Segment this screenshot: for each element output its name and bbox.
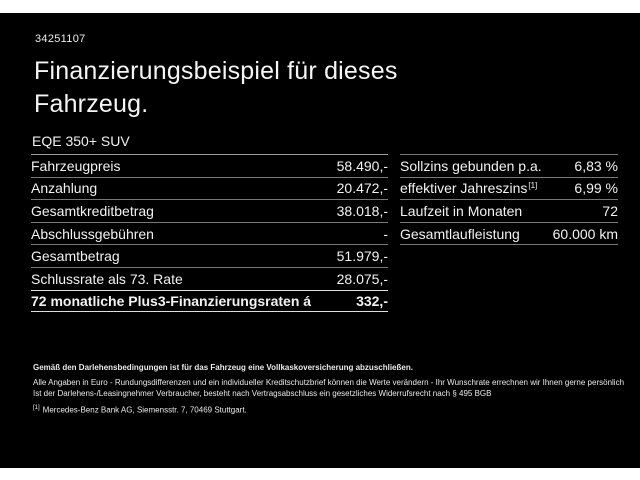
reference-number: 34251107	[35, 33, 86, 45]
table-row	[31, 223, 388, 246]
row-value: 60.000 km	[552, 225, 618, 242]
page-title-line2: Fahrzeug.	[34, 90, 149, 118]
row-value: 51.979,-	[336, 248, 388, 265]
row-label: Gesamtkreditbetrag	[31, 202, 154, 219]
row-value: 58.490,-	[336, 157, 388, 174]
row-label: Laufzeit in Monaten	[400, 202, 523, 219]
table-row	[31, 268, 388, 290]
row-value: -	[383, 225, 388, 242]
page-title-line1: Finanzierungsbeispiel für dieses	[34, 57, 398, 85]
row-label: Gesamtbetrag	[31, 248, 120, 265]
row-value: 28.075,-	[336, 270, 388, 287]
monthly-rate-highlight-row	[31, 290, 388, 313]
row-label: Abschlussgebühren	[31, 225, 154, 242]
table-row	[31, 245, 388, 268]
row-value: 20.472,-	[336, 180, 388, 197]
row-value: 332,-	[356, 292, 388, 309]
vehicle-model: EQE 350+ SUV	[32, 133, 130, 149]
table-row	[400, 155, 618, 178]
row-label: 72 monatliche Plus3-Finanzierungsraten á	[31, 292, 312, 309]
footnote-marker: [1]	[33, 405, 40, 411]
row-label: Fahrzeugpreis	[31, 157, 121, 174]
table-row	[31, 155, 388, 178]
row-label: Anzahlung	[31, 180, 98, 197]
table-row	[400, 178, 618, 201]
interest-details-table	[400, 154, 618, 245]
table-row	[400, 223, 618, 246]
row-label: effektiver Jahreszins[1]	[400, 180, 538, 197]
row-value: 6,83 %	[574, 157, 618, 174]
row-label: Schlussrate als 73. Rate	[31, 270, 183, 287]
table-row	[31, 200, 388, 223]
financing-example-screen	[0, 13, 640, 468]
footnote-bank: [1] Mercedes-Benz Bank AG, Siemensstr. 7, 70469 Stuttgart.	[33, 405, 247, 415]
table-row	[400, 200, 618, 223]
row-value: 38.018,-	[336, 202, 388, 219]
footnote-disclaimer: Alle Angaben in Euro - Rundungsdifferenzen und ein individueller Kreditschutzbrief können die Werte verändern - Ihr Wunschrate errechnen wir Ihnen gerne persönlich	[33, 378, 625, 387]
row-value: 6,99 %	[574, 180, 618, 197]
footnote-marker: [1]	[528, 180, 538, 190]
row-label: Gesamtlaufleistung	[400, 225, 520, 242]
footnote-insurance: Gemäß den Darlehensbedingungen ist für das Fahrzeug eine Vollkaskoversicherung abzuschließen.	[33, 363, 413, 372]
footnote-withdrawal: Ist der Darlehens-/Leasingnehmer Verbraucher, besteht nach Vertragsabschluss ein gesetzliches Widerrufsrecht nach § 495 BGB	[33, 389, 492, 398]
financing-details-table	[31, 154, 388, 312]
row-label: Sollzins gebunden p.a.	[400, 157, 542, 174]
page-title	[34, 55, 398, 121]
row-value: 72	[602, 202, 618, 219]
table-row	[31, 178, 388, 201]
legal-footnotes	[33, 362, 625, 416]
